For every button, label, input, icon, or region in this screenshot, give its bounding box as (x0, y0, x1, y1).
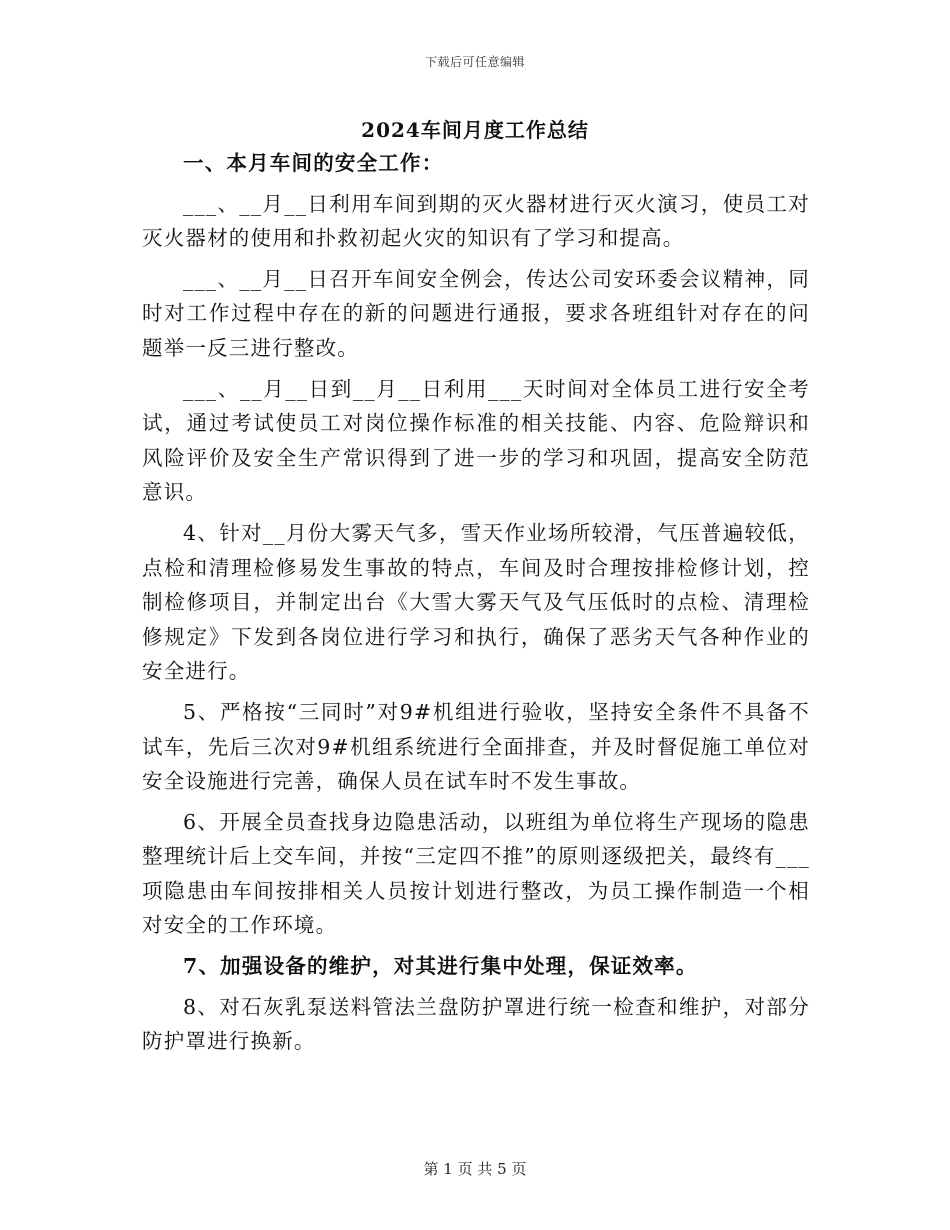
section-heading: 一、本月车间的安全工作： (183, 151, 444, 175)
paragraph-hazard-check: 6、开展全员查找身边隐患活动，以班组为单位将生产现场的隐患整理统计后上交车间，并按“三定四不推”的原则逐级把关，最终有___项隐患由车间按排相关人员按计划进行整改，为员工操作制造一个相对安全的工作环境。 (142, 809, 810, 938)
header-note: 下载后可任意编辑 (424, 55, 525, 69)
paragraph-weather-maintenance: 4、针对__月份大雾天气多，雪天作业场所较滑，气压普遍较低，点检和清理检修易发生事故的特点，车间及时合理按排检修计划，控制检修项目，并制定出台《大雪大雾天气及气压低时的点检、清理检修规定》下发到各岗位进行学习和执行，确保了恶劣天气各种作业的安全进行。 (142, 520, 810, 684)
paragraph-safety-meeting: ___、__月__日召开车间安全例会，传达公司安环委会议精神，同时对工作过程中存在的新的问题进行通报，要求各班组针对存在的问题举一反三进行整改。 (142, 266, 810, 360)
paragraph-guard-maintenance: 8、对石灰乳泵送料管法兰盘防护罩进行统一检查和维护，对部分防护罩进行换新。 (142, 994, 810, 1054)
paragraph-equipment-heading: 7、加强设备的维护，对其进行集中处理，保证效率。 (183, 954, 698, 979)
paragraph-safety-exam: ___、__月__日到__月__日利用___天时间对全体员工进行安全考试，通过考试使员工对岗位操作标准的相关技能、内容、危险辩识和风险评价及安全生产常识得到了进一步的学习和巩固，提高安全防范意识。 (142, 376, 810, 505)
page-number: 第 1 页 共 5 页 (423, 1160, 527, 1178)
document-body (142, 146, 810, 1065)
paragraph-fire-drill: ___、__月__日利用车间到期的灭火器材进行灭火演习，使员工对灭火器材的使用和扑救初起火灾的知识有了学习和提高。 (142, 191, 810, 251)
document-title: 2024车间月度工作总结 (361, 118, 589, 142)
paragraph-unit-inspection: 5、严格按“三同时”对9#机组进行验收，坚持安全条件不具备不试车，先后三次对9#机组系统进行全面排查，并及时督促施工单位对安全设施进行完善，确保人员在试车时不发生事故。 (142, 699, 810, 794)
